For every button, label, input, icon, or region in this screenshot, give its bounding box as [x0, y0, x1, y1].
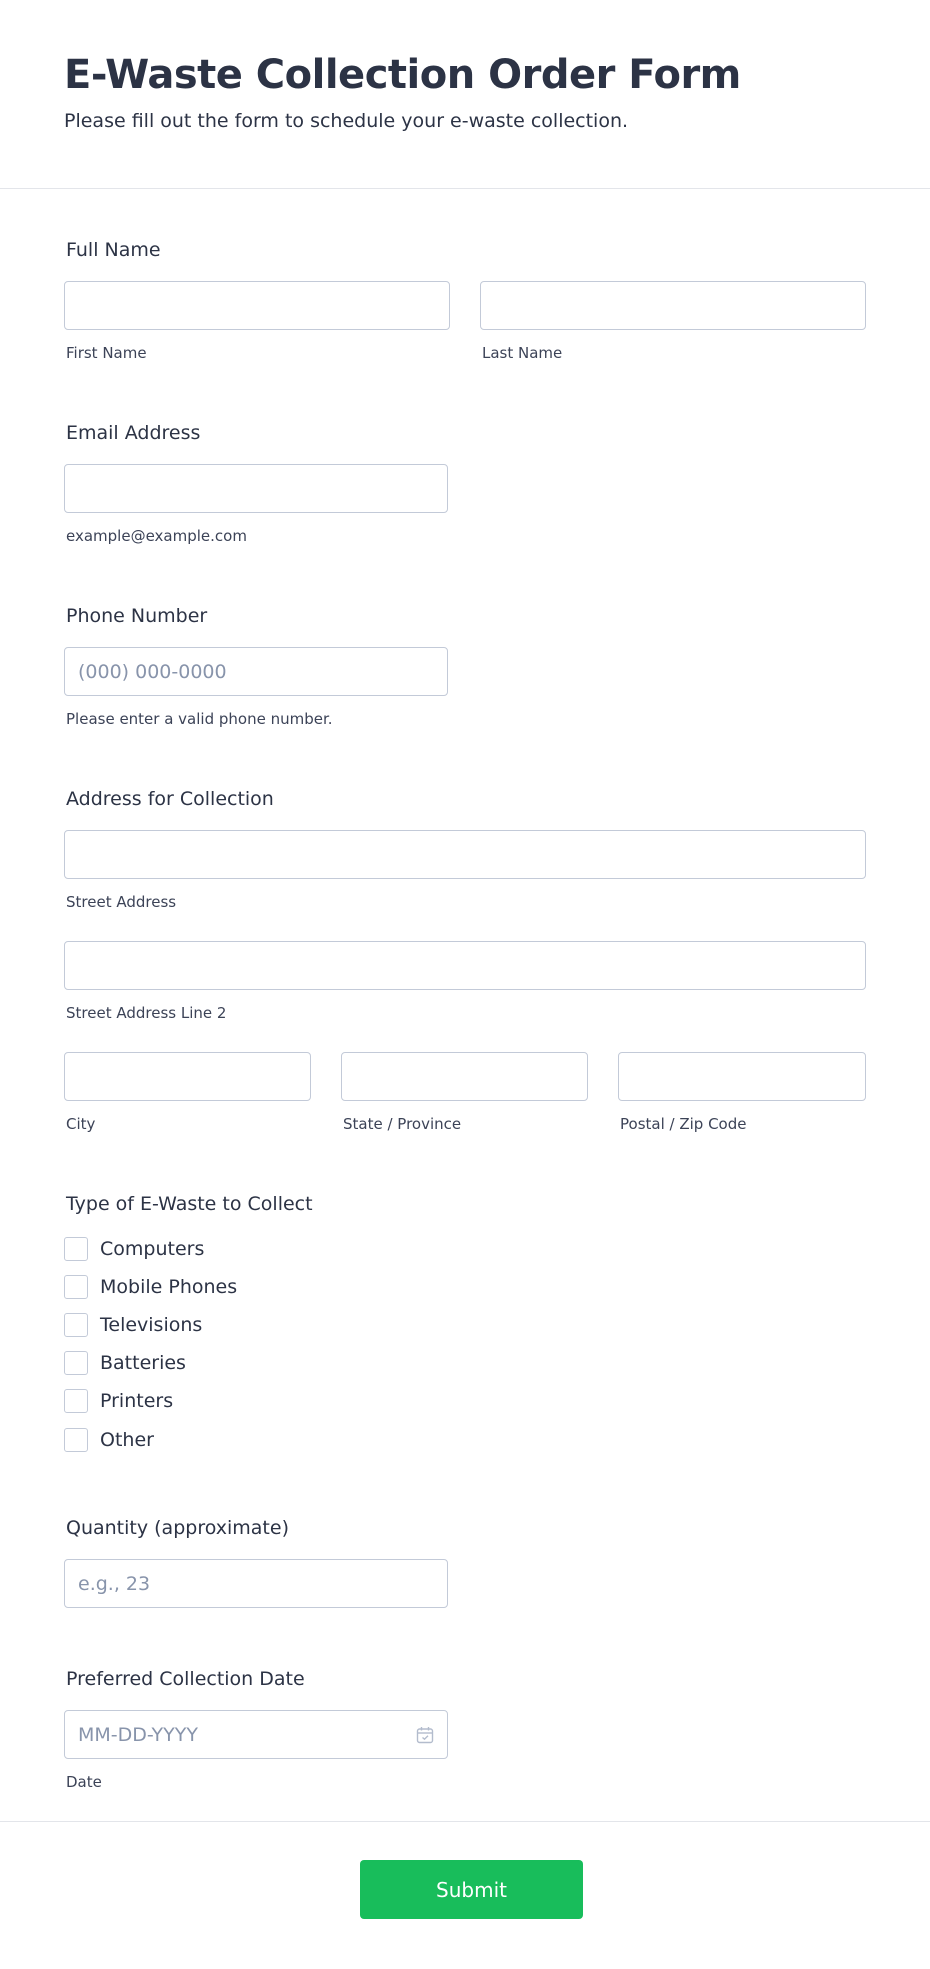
checkbox-box[interactable] [64, 1351, 88, 1375]
first-name-input[interactable] [64, 281, 450, 330]
form-subtitle: Please fill out the form to schedule your e-waste collection. [64, 110, 629, 132]
city-input[interactable] [64, 1052, 311, 1101]
checkbox-box[interactable] [64, 1313, 88, 1337]
full-name-label: Full Name [66, 239, 161, 261]
checkbox-label[interactable]: Printers [100, 1390, 174, 1412]
postal-code-sublabel: Postal / Zip Code [620, 1115, 747, 1133]
checkbox-mobile-phones[interactable] [64, 1274, 237, 1300]
checkbox-label[interactable]: Computers [100, 1238, 205, 1260]
email-label: Email Address [66, 422, 201, 444]
email-input[interactable] [64, 464, 448, 513]
form-header [0, 0, 930, 189]
last-name-sublabel: Last Name [482, 344, 563, 362]
street-address-line2-input[interactable] [64, 941, 866, 990]
checkbox-televisions[interactable] [64, 1312, 202, 1338]
checkbox-box[interactable] [64, 1389, 88, 1413]
date-sublabel: Date [66, 1773, 102, 1791]
street-address-input[interactable] [64, 830, 866, 879]
ewaste-type-label: Type of E-Waste to Collect [66, 1193, 313, 1215]
checkbox-label[interactable]: Batteries [100, 1352, 186, 1374]
checkbox-printers[interactable] [64, 1388, 173, 1414]
quantity-input[interactable] [64, 1559, 448, 1608]
date-label: Preferred Collection Date [66, 1668, 305, 1690]
submit-button[interactable]: Submit [360, 1860, 583, 1919]
footer-divider [0, 1821, 930, 1822]
address-label: Address for Collection [66, 788, 274, 810]
checkbox-batteries[interactable] [64, 1350, 186, 1376]
state-sublabel: State / Province [343, 1115, 462, 1133]
street-address-sublabel: Street Address [66, 893, 177, 911]
checkbox-label[interactable]: Mobile Phones [100, 1276, 238, 1298]
state-input[interactable] [341, 1052, 588, 1101]
phone-input[interactable] [64, 647, 448, 696]
phone-label: Phone Number [66, 605, 208, 627]
postal-code-input[interactable] [618, 1052, 866, 1101]
last-name-input[interactable] [480, 281, 866, 330]
city-sublabel: City [66, 1115, 96, 1133]
email-sublabel: example@example.com [66, 527, 247, 545]
checkbox-box[interactable] [64, 1237, 88, 1261]
checkbox-box[interactable] [64, 1275, 88, 1299]
calendar-icon[interactable] [416, 1726, 434, 1744]
phone-sublabel: Please enter a valid phone number. [66, 710, 333, 728]
street-address-line2-sublabel: Street Address Line 2 [66, 1004, 227, 1022]
quantity-label: Quantity (approximate) [66, 1517, 289, 1539]
checkbox-box[interactable] [64, 1428, 88, 1452]
date-input[interactable] [64, 1710, 448, 1759]
first-name-sublabel: First Name [66, 344, 147, 362]
checkbox-computers[interactable] [64, 1236, 204, 1262]
checkbox-other[interactable] [64, 1427, 154, 1453]
checkbox-label[interactable]: Other [100, 1429, 154, 1451]
form-title: E-Waste Collection Order Form [64, 52, 741, 98]
checkbox-label[interactable]: Televisions [100, 1314, 203, 1336]
